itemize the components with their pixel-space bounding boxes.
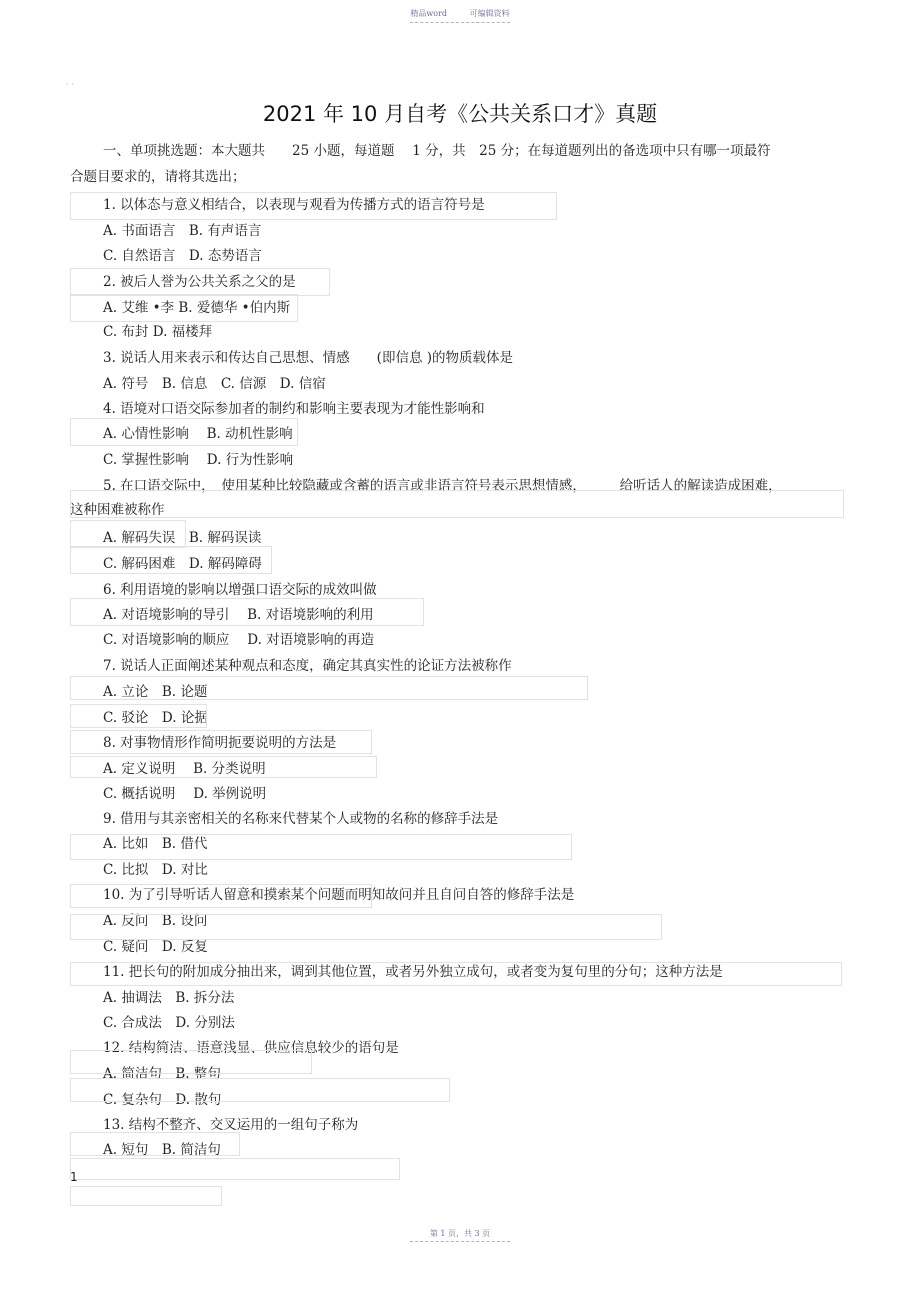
question-line: 1. 以体态与意义相结合，以表现与观看为传播方式的语言符号是 — [103, 197, 485, 213]
option-line: C. 解码困难 D. 解码障碍 — [103, 556, 262, 572]
option-line: A. 立论 B. 论题 — [103, 684, 208, 700]
corner-mark: · · — [66, 80, 74, 89]
header-right-text: 可编辑资料 — [469, 9, 510, 18]
header-left-text: 精品word — [410, 9, 448, 18]
option-line: A. 解码失误 B. 解码误读 — [103, 530, 262, 546]
question-line: 6. 利用语境的影响以增强口语交际的成效叫做 — [103, 582, 377, 598]
question-line: 4. 语境对口语交际参加者的制约和影响主要表现为才能性影响和 — [103, 401, 485, 417]
question-line: 9. 借用与其亲密相关的名称来代替某个人或物的名称的修辞手法是 — [103, 811, 499, 827]
scan-box — [70, 490, 844, 518]
footer-divider — [410, 1241, 510, 1242]
question-line: 5. 在口语交际中， 使用某种比较隐藏或含蓄的语言或非语言符号表示思想情感， 给听话人的解读造成困难， — [103, 478, 782, 494]
option-line: C. 疑问 D. 反复 — [103, 939, 208, 955]
page-footer: 第 1 页，共 3 页 — [429, 1229, 491, 1238]
option-line: C. 概括说明 D. 举例说明 — [103, 786, 267, 802]
question-line: 11. 把长句的附加成分抽出来，调到其他位置，或者另外独立成句，或者变为复句里的分句；这种方法是 — [103, 964, 723, 980]
scan-box — [70, 1186, 222, 1206]
question-line: 13. 结构不整齐、交叉运用的一组句子称为 — [103, 1117, 359, 1133]
section-intro — [70, 138, 820, 190]
question-line: 3. 说话人用来表示和传达自己思想、情感 (即信息 )的物质载体是 — [103, 350, 513, 366]
question-line: 8. 对事物情形作简明扼要说明的方法是 — [103, 735, 337, 751]
question-line: 2. 被后人誉为公共关系之父的是 — [103, 274, 296, 290]
intro-line-1: 一、单项挑选题：本大题共 25 小题，每道题 1 分，共 25 分；在每道题列出的备选项中只有哪一项最符 — [103, 143, 771, 159]
page-number: 1 — [70, 1170, 78, 1184]
option-line: C. 掌握性影响 D. 行为性影响 — [103, 452, 294, 468]
option-line: A. 反问 B. 设问 — [103, 913, 208, 929]
option-line: C. 驳论 D. 论据 — [103, 710, 208, 726]
option-line: C. 复杂句 D. 散句 — [103, 1092, 222, 1108]
option-line: A. 短句 B. 简洁句 — [103, 1142, 221, 1158]
header-divider — [410, 22, 510, 23]
option-line: A. 书面语言 B. 有声语言 — [103, 223, 262, 239]
scan-box — [70, 1158, 400, 1180]
question-line: 这种困难被称作 — [70, 502, 165, 518]
option-line: A. 对语境影响的导引 B. 对语境影响的利用 — [103, 607, 374, 623]
option-line: C. 自然语言 D. 态势语言 — [103, 248, 262, 264]
option-line: C. 合成法 D. 分别法 — [103, 1015, 235, 1031]
question-line: 12. 结构简洁、语意浅显、供应信息较少的语句是 — [103, 1040, 399, 1056]
option-line: C. 布封 D. 福楼拜 — [103, 324, 213, 340]
option-line: A. 定义说明 B. 分类说明 — [103, 761, 266, 777]
page-header — [0, 8, 920, 19]
option-line: A. 简洁句 B. 整句 — [103, 1066, 221, 1082]
page-title: 2021 年 10 月自考《公共关系口才》真题 — [262, 102, 658, 126]
question-line: 10. 为了引导听话人留意和摸索某个问题而明知故问并且自问自答的修辞手法是 — [103, 887, 575, 903]
option-line: A. 符号 B. 信息 C. 信源 D. 信宿 — [103, 376, 326, 392]
option-line: C. 比拟 D. 对比 — [103, 862, 208, 878]
option-line: A. 艾维 •李 B. 爱德华 •伯内斯 — [103, 300, 291, 316]
option-line: A. 抽调法 B. 拆分法 — [103, 990, 235, 1006]
option-line: A. 心情性影响 B. 动机性影响 — [103, 426, 293, 442]
option-line: C. 对语境影响的顺应 D. 对语境影响的再造 — [103, 632, 375, 648]
question-line: 7. 说话人正面阐述某种观点和态度，确定其真实性的论证方法被称作 — [103, 658, 512, 674]
option-line: A. 比如 B. 借代 — [103, 836, 208, 852]
intro-line-2: 合题目要求的，请将其选出； — [70, 169, 246, 185]
